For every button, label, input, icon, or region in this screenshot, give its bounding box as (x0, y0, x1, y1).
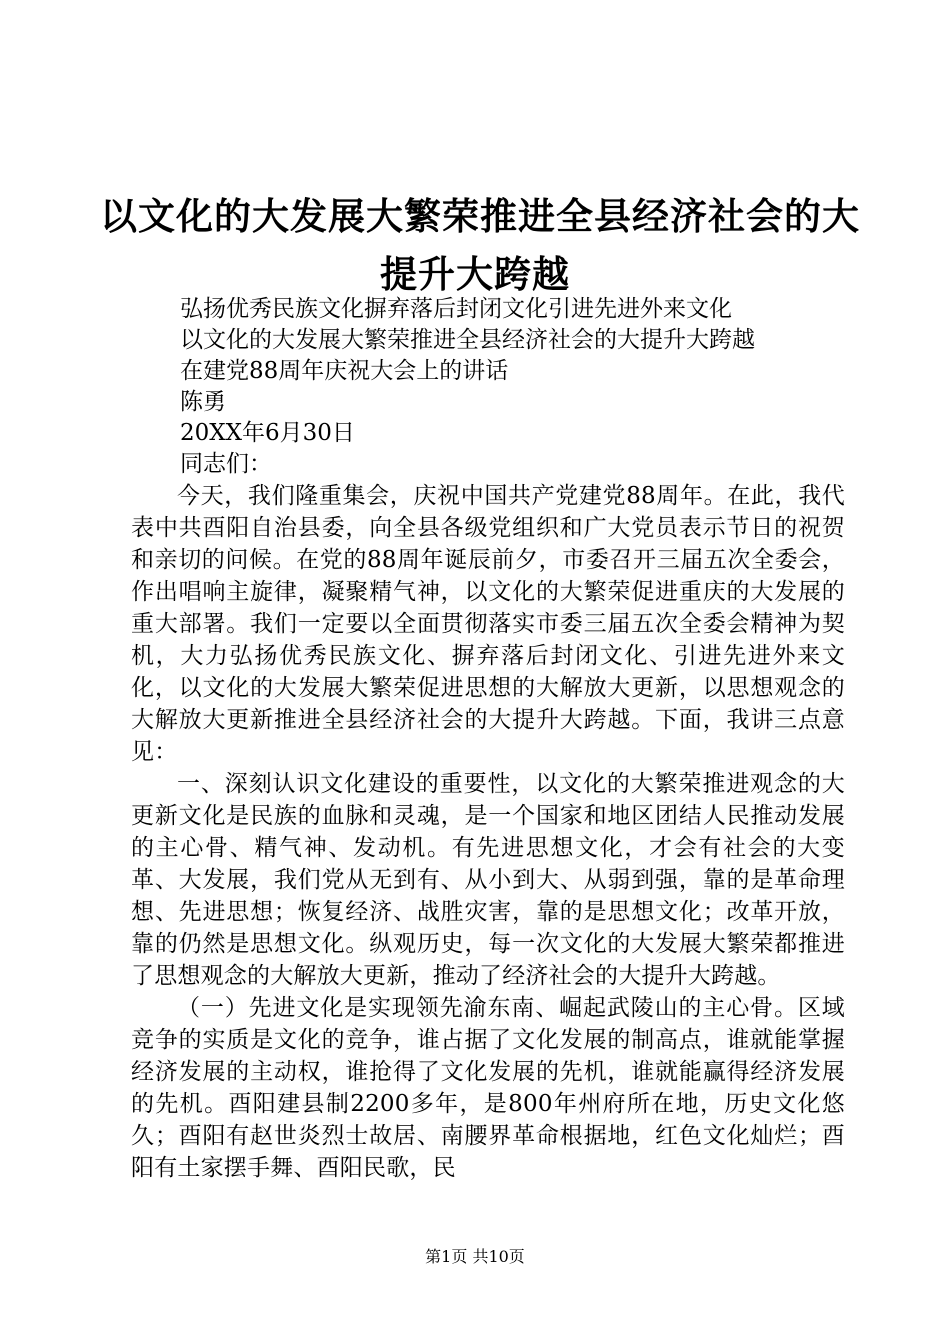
speaker-name: 陈勇 (180, 389, 226, 415)
salutation: 同志们： (180, 451, 272, 477)
subtitle-line-2: 以文化的大发展大繁荣推进全县经济社会的大提升大跨越 (180, 327, 755, 353)
page-number-footer: 第1页 共10页 (425, 1247, 525, 1266)
document-header-block (180, 294, 755, 480)
document-body (131, 480, 845, 1184)
speech-occasion: 在建党88周年庆祝大会上的讲话 (180, 358, 509, 384)
paragraph-3: （一）先进文化是实现领先渝东南、崛起武陵山的主心骨。区域竞争的实质是文化的竞争，谁占据了文化发展的制高点，谁就能掌握经济发展的主动权，谁抢得了文化发展的先机，谁就能赢得经济发展的先机。酉阳建县制2200多年，是800年州府所在地，历史文化悠久；酉阳有赵世炎烈士故居、南腰界革命根据地，红色文化灿烂；酉阳有土家摆手舞、酉阳民歌，民 (131, 995, 845, 1181)
paragraph-1: 今天，我们隆重集会，庆祝中国共产党建党88周年。在此，我代表中共酉阳自治县委，向全县各级党组织和广大党员表示节日的祝贺和亲切的问候。在党的88周年诞辰前夕，市委召开三届五次全委会，作出唱响主旋律，凝聚精气神，以文化的大繁荣促进重庆的大发展的重大部署。我们一定要以全面贯彻落实市委三届五次全委会精神为契机，大力弘扬优秀民族文化、摒弃落后封闭文化、引进先进外来文化，以文化的大发展大繁荣促进思想的大解放大更新，以思想观念的大解放大更新推进全县经济社会的大提升大跨越。下面，我讲三点意见： (131, 483, 845, 765)
document-title-line-1: 以文化的大发展大繁荣推进全县经济社会的大 (100, 194, 860, 238)
paragraph-2: 一、深刻认识文化建设的重要性，以文化的大繁荣推进观念的大更新文化是民族的血脉和灵魂，是一个国家和地区团结人民推动发展的主心骨、精气神、发动机。有先进思想文化，才会有社会的大变革、大发展，我们党从无到有、从小到大、从弱到强，靠的是革命理想、先进思想；恢复经济、战胜灾害，靠的是思想文化；改革开放，靠的仍然是思想文化。纵观历史，每一次文化的大发展大繁荣都推进了思想观念的大解放大更新，推动了经济社会的大提升大跨越。 (131, 771, 845, 989)
document-title-line-2: 提升大跨越 (380, 252, 570, 296)
subtitle-line-1: 弘扬优秀民族文化摒弃落后封闭文化引进先进外来文化 (180, 296, 732, 322)
speech-date: 20XX年6月30日 (180, 420, 355, 446)
